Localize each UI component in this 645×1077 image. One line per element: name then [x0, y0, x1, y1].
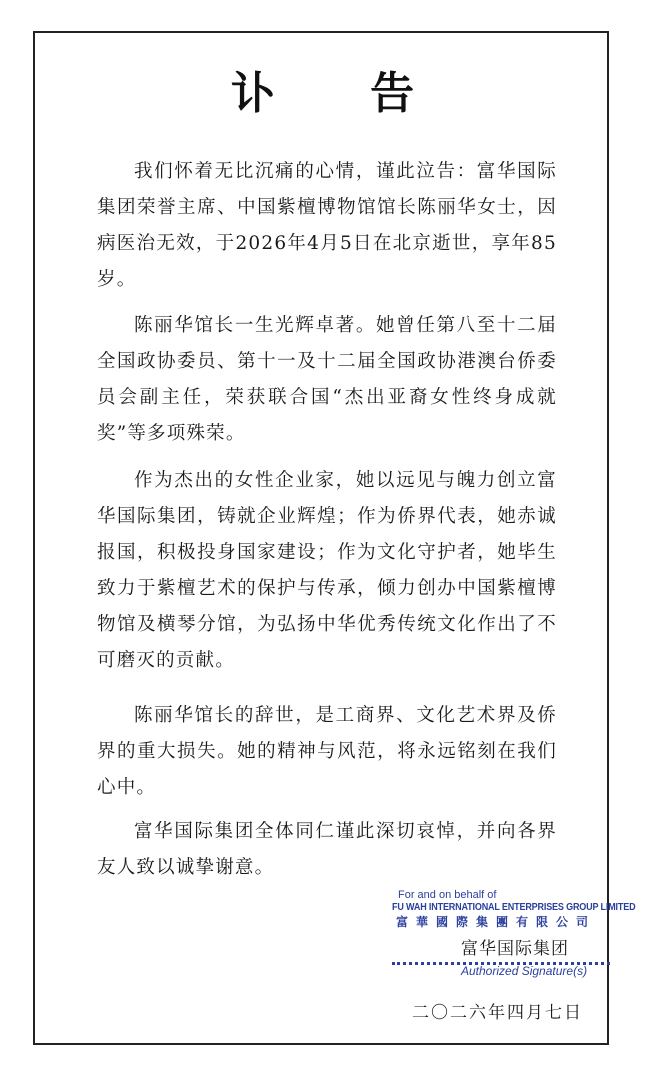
document-date: 二〇二六年四月七日 — [412, 1003, 583, 1023]
paragraph-announcement: 我们怀着无比沉痛的心情，谨此泣告：富华国际集团荣誉主席、中国紫檀博物馆馆长陈丽华女士，因病医治无效，于2026年4月5日在北京逝世，享年85岁。 — [97, 161, 557, 290]
authorized-signature-label: Authorized Signature(s) — [461, 964, 588, 978]
document-title: 讣 告 — [230, 68, 455, 119]
paragraph-contributions: 作为杰出的女性企业家，她以远见与魄力创立富华国际集团，铸就企业辉煌；作为侨界代表，她赤诚报国，积极投身国家建设；作为文化守护者，她毕生致力于紫檀艺术的保护与传承，倾力创办中国紫檀博物馆及横琴分馆，为弘扬中华优秀传统文化作出了不可磨灭的贡献。 — [97, 470, 557, 671]
company-stamp — [392, 889, 636, 930]
paragraph-career: 陈丽华馆长一生光辉卓著。她曾任第八至十二届全国政协委员、第十一及十二届全国政协港澳台侨委员会副主任，荣获联合国“杰出亚裔女性终身成就奖”等多项殊荣。 — [97, 315, 557, 444]
paragraph-condolence: 富华国际集团全体同仁谨此深切哀悼，并向各界友人致以诚挚谢意。 — [97, 821, 557, 878]
paragraph-loss: 陈丽华馆长的辞世，是工商界、文化艺术界及侨界的重大损失。她的精神与风范，将永远铭刻在我们心中。 — [97, 705, 557, 798]
signer-name: 富华国际集团 — [461, 939, 569, 959]
stamp-company-english: FU WAH INTERNATIONAL ENTERPRISES GROUP LIMITED — [392, 901, 636, 913]
stamp-company-chinese: 富華國際集團有限公司 — [396, 915, 597, 929]
stamp-on-behalf: For and on behalf of — [398, 889, 497, 901]
